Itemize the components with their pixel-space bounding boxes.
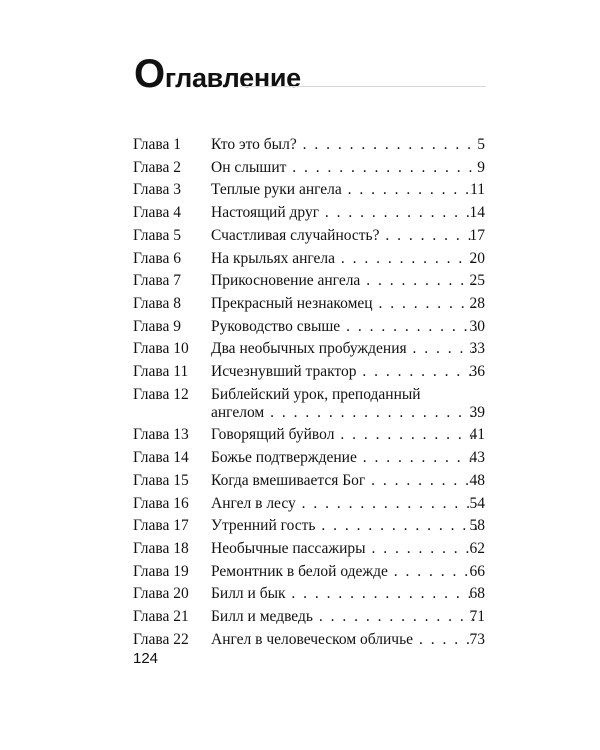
toc-title: Два необычных пробуждения . . .: [211, 338, 477, 360]
toc-title: Ангел в лесу . . .: [211, 493, 477, 515]
toc-page-number: 54: [469, 494, 485, 512]
toc-title: Когда вмешивается Бог . . .: [211, 470, 477, 492]
toc-chapter-label: Глава 18: [133, 539, 189, 557]
toc-page-number: 30: [469, 317, 485, 335]
toc-chapter-label: Глава 9: [133, 317, 182, 335]
toc-chapter-label: Глава 2: [133, 158, 182, 176]
toc-chapter-label: Глава 15: [133, 471, 189, 489]
page-number: 124: [133, 650, 159, 667]
toc-title: Кто это был? . . .: [211, 134, 477, 156]
toc-title: Утренний гость . . .: [211, 515, 477, 537]
toc-title: Настоящий друг . . .: [211, 202, 477, 224]
toc-title: Теплые руки ангела . . .: [211, 179, 477, 201]
toc-page-number: 43: [469, 449, 485, 467]
toc-page-number: 5: [477, 136, 485, 153]
toc-page-number: 66: [469, 562, 485, 580]
toc-page-number: 14: [469, 204, 485, 222]
toc-page-number: 58: [469, 517, 485, 535]
toc-title: Счастливая случайность? . . .: [211, 225, 477, 247]
toc-chapter-label: Глава 12: [133, 385, 189, 403]
toc-title: Прикосновение ангела . . .: [211, 270, 477, 292]
toc-title-continued: ангелом . . .: [211, 402, 477, 424]
toc-page-number: 48: [469, 471, 485, 489]
toc-chapter-label: Глава 20: [133, 585, 189, 603]
toc-chapter-label: Глава 6: [133, 249, 182, 267]
toc-page-number: 9: [477, 158, 485, 176]
toc-title: Прекрасный незнакомец . . .: [211, 293, 477, 315]
toc-page-number: 39: [469, 403, 485, 421]
toc-chapter-label: Глава 8: [133, 294, 182, 312]
toc-title: Исчезнувший трактор . . .: [211, 361, 477, 383]
toc-chapter-label: Глава 14: [133, 449, 189, 467]
toc-title: Билл и бык . . .: [211, 583, 477, 605]
toc-title: Божье подтверждение . . .: [211, 447, 477, 469]
toc-chapter-label: Глава 1: [133, 136, 182, 153]
toc-page-number: 33: [469, 340, 485, 358]
toc-title: Билл и медведь . . .: [211, 606, 477, 628]
toc-page-number: 73: [469, 630, 485, 648]
toc-chapter-label: Глава 5: [133, 226, 182, 244]
toc-chapter-label: Глава 4: [133, 204, 182, 222]
toc-chapter-label: Глава 22: [133, 630, 189, 648]
toc-page-number: 17: [469, 226, 485, 244]
toc-title: Говорящий буйвол . . .: [211, 424, 477, 446]
toc-page-number: 36: [469, 363, 485, 380]
toc-chapter-label: Глава 11: [133, 363, 189, 380]
toc-title: Руководство свыше . . .: [211, 316, 477, 338]
title-initial: О: [134, 52, 165, 96]
toc-title: На крыльях ангела . . .: [211, 248, 477, 270]
toc-page-number: 62: [469, 539, 485, 557]
toc-page-number: 68: [469, 585, 485, 603]
toc-chapter-label: Глава 16: [133, 494, 189, 512]
toc-chapter-label: Глава 13: [133, 426, 189, 444]
title-rest: главление: [164, 63, 301, 93]
toc-title: Он слышит . . .: [211, 157, 477, 179]
toc-page-number: 71: [469, 608, 485, 625]
toc-page-number: 20: [469, 249, 485, 267]
toc-title: Библейский урок, преподанный: [211, 385, 421, 403]
toc-page-number: 11: [470, 181, 485, 199]
toc-title: Необычные пассажиры . . .: [211, 538, 477, 560]
toc-chapter-label: Глава 7: [133, 272, 182, 290]
toc-page-number: 28: [469, 294, 485, 312]
toc-title: Ремонтник в белой одежде . . .: [211, 561, 477, 583]
toc-title: Ангел в человеческом обличье . . .: [211, 629, 477, 651]
toc-chapter-label: Глава 3: [133, 181, 182, 199]
title-rule: [240, 86, 486, 87]
toc-chapter-label: Глава 10: [133, 340, 189, 358]
toc-page-number: 41: [469, 426, 485, 444]
toc-chapter-label: Глава 19: [133, 562, 189, 580]
toc-chapter-label: Глава 21: [133, 608, 189, 625]
page-title: [134, 52, 301, 97]
toc-chapter-label: Глава 17: [133, 517, 189, 535]
toc-page-number: 25: [469, 272, 485, 290]
